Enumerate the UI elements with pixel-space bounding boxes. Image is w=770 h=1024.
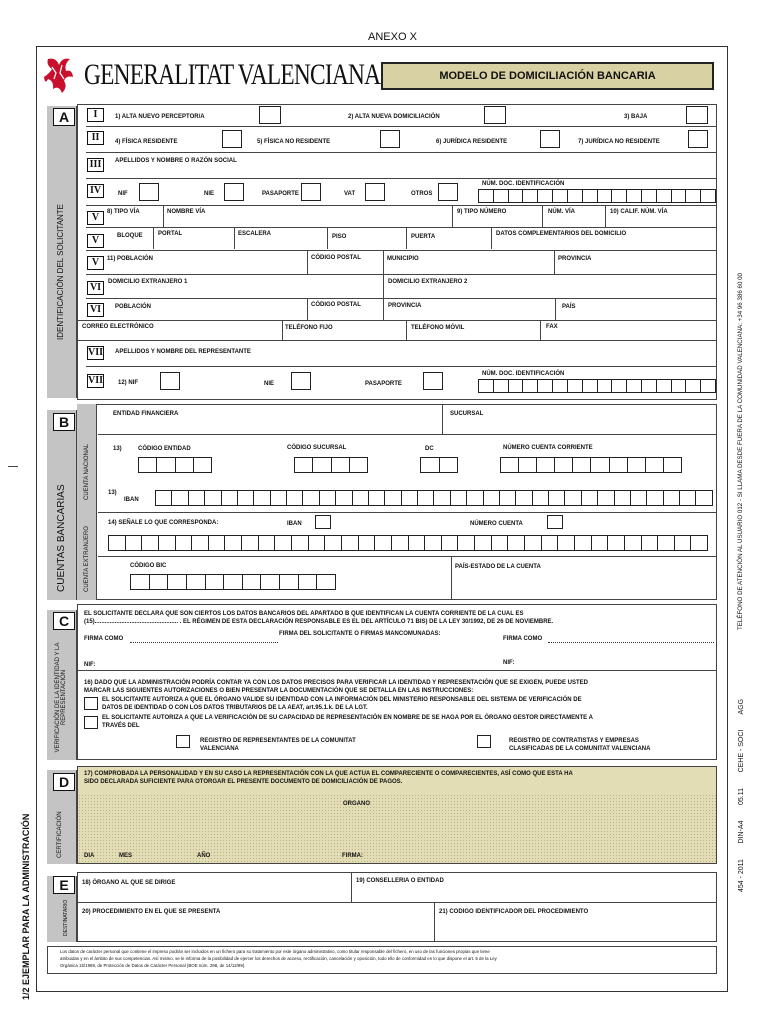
- apellidos-field[interactable]: [108, 167, 716, 177]
- section-e-letter: E: [53, 876, 75, 894]
- firma-solicitante-label: FIRMA DEL SOLICITANTE O FIRMAS MANCOMUNADAS:: [279, 631, 441, 637]
- cuenta-extranjero-label: CUENTA EXTRANJERO: [84, 526, 90, 592]
- nie-label: NIE: [204, 191, 215, 197]
- portal-label: PORTAL: [158, 231, 183, 237]
- num-doc-cells[interactable]: [478, 189, 716, 203]
- firma-como-1-label: FIRMA COMO: [84, 636, 124, 642]
- autoriza-identidad-checkbox[interactable]: [84, 697, 98, 710]
- otros-label: OTROS: [411, 191, 433, 197]
- declara-line-1: EL SOLICITANTE DECLARA QUE SON CIERTOS LOS DATOS BANCARIOS DEL APARTADO B QUE IDENTIFICAN LA CUENTA CORRIENTE DE LA CUAL ES: [84, 611, 524, 617]
- piso-label: PISO: [332, 234, 347, 240]
- senale-label: 14) SEÑALE LO QUE CORRESPONDA:: [108, 520, 219, 526]
- puerta-label: PUERTA: [411, 234, 436, 240]
- section-b-label: CUENTAS BANCARIAS: [56, 484, 67, 592]
- autoriza-representacion-checkbox[interactable]: [84, 716, 98, 729]
- nie-checkbox[interactable]: [224, 183, 244, 201]
- p16-line-2: MARCAR LAS SIGUIENTES AUTORIZACIONES O BIEN PRESENTAR LA DOCUMENTACIÓN QUE SE DETALLA EN LAS INSTRUCCIONES:: [84, 688, 474, 694]
- section-c-label: VERIFICACIÓN DE LA IDENTIDAD Y LA REPRESENTACIÓN: [55, 642, 67, 753]
- municipio-label: MUNICIPIO: [387, 256, 419, 262]
- form-title: MODELO DE DOMICILIACIÓN BANCARIA: [439, 70, 656, 82]
- p16-line-1: 16) DADO QUE LA ADMINISTRACIÓN PODRÍA CONTAR YA CON LOS DATOS PRECISOS PARA VERIFICAR LA IDENTIDAD Y REPRESENTACIÓN QUE SE EXIGEN, PUEDE USTED: [84, 680, 588, 686]
- vat-label: VAT: [344, 191, 356, 197]
- row-iii-badge: III: [87, 158, 104, 172]
- nombre-via-label: NOMBRE VÍA: [167, 209, 206, 215]
- section-d-letter: D: [53, 773, 75, 791]
- privacy-footer-line-3: Orgánica 15/1999, de Protección de Datos de Carácter Personal (BOE núm. 298, de 14/12/99).: [60, 963, 246, 968]
- rep-nif-checkbox[interactable]: [160, 372, 180, 390]
- codigo-procedimiento-label: 21) CODIGO IDENTIFICADOR DEL PROCEDIMIENTO: [439, 909, 589, 915]
- otros-checkbox[interactable]: [438, 183, 458, 201]
- fax-label: FAX: [546, 324, 558, 330]
- vat-checkbox[interactable]: [365, 183, 385, 201]
- dia-label: DIA: [84, 853, 95, 859]
- privacy-footer-line-1: Los datos de carácter personal que contiene el impreso podrán ser incluidos en un fichero para su tratamiento por este órgano administrativo, como titular responsable del fichero, en uso de las funciones propias que tiene: [60, 949, 490, 954]
- rep-pasaporte-checkbox[interactable]: [423, 372, 443, 390]
- section-c-letter: C: [53, 612, 75, 630]
- codigo-postal-ext-label: CÓDIGO POSTAL: [311, 302, 361, 308]
- num-via-label: NÚM. VÍA: [548, 209, 575, 215]
- tipo-via-label: 8) TIPO VÍA: [107, 209, 140, 215]
- left-margin-copy: 1/2 EJEMPLAR PARA LA ADMINISTRACIÓN: [21, 813, 31, 1000]
- right-margin-codes: 454 - 2011 DIN-A4 05.11 CEHE - SOCI AGG: [738, 698, 745, 892]
- numero-cuenta-cells[interactable]: [500, 457, 682, 473]
- numero-cuenta-option-checkbox[interactable]: [547, 515, 563, 529]
- numero-cuenta-option-label: NÚMERO CUENTA: [470, 521, 523, 527]
- conselleria-label: 19) CONSELLERIA O ENTIDAD: [356, 878, 444, 884]
- juridica-no-residente-label: 7) JURÍDICA NO RESIDENTE: [578, 139, 660, 145]
- escalera-label: ESCALERA: [238, 231, 272, 237]
- row-v-badge-3: V: [87, 256, 104, 270]
- registro-representantes-checkbox[interactable]: [176, 735, 190, 748]
- p17-line-1: 17) COMPROBADA LA PERSONALIDAD Y EN SU CASO LA REPRESENTACIÓN CON LA QUE ACTUA EL COMPARECIENTE O COMPARECIENTES, ASÍ COMO QUE ESTA HA: [84, 771, 573, 777]
- baja-label: 3) BAJA: [624, 114, 648, 120]
- provincia-label: PROVINCIA: [558, 256, 592, 262]
- tipo-numero-label: 9) TIPO NÚMERO: [457, 209, 507, 215]
- fisica-residente-checkbox[interactable]: [222, 130, 242, 148]
- dc-cells[interactable]: [420, 457, 458, 473]
- autoriza-identidad-line-2: DATOS DE IDENTIDAD O CON LOS DATOS TRIBUTARIOS DE LA AEAT, art.95.1.k. DE LA LGT.: [102, 705, 368, 711]
- nif-2-label: NIF:: [503, 660, 515, 666]
- organo-label: ORGANO: [343, 801, 370, 807]
- rep-nif-label: 12) NIF: [118, 380, 139, 386]
- nif-1-label: NIF:: [84, 662, 96, 668]
- sucursal-label: SUCURSAL: [450, 411, 484, 417]
- nif-checkbox[interactable]: [139, 183, 159, 201]
- certificacion-area[interactable]: [80, 810, 714, 850]
- calif-label: 10) CALIF. NÚM. VÍA: [610, 209, 668, 215]
- apellidos-label: APELLIDOS Y NOMBRE O RAZÓN SOCIAL: [115, 158, 237, 164]
- poblacion-ext-label: POBLACIÓN: [115, 304, 151, 310]
- ano-label: AÑO: [197, 853, 211, 859]
- fisica-residente-label: 4) FÍSICA RESIDENTE: [115, 139, 178, 145]
- fisica-no-residente-checkbox[interactable]: [380, 130, 400, 148]
- firma-como-2-label: FIRMA COMO: [503, 636, 543, 642]
- provincia-ext-label: PROVINCIA: [388, 303, 422, 309]
- representante-label: APELLIDOS Y NOMBRE DEL REPRESENTANTE: [115, 349, 251, 355]
- n13b-label: 13): [108, 490, 117, 496]
- row-vii-badge-1: VII: [88, 347, 104, 358]
- fisica-no-residente-label: 5) FÍSICA NO RESIDENTE: [257, 139, 331, 145]
- privacy-footer-line-2: atribuidas y en el ámbito de sus competencias. Así mismo, se le informa de la posibilidad de ejercer los derechos de acceso, rectificación, cancelación y oposición, todo ello de conformidad en lo que dispone el art. 5 de la Ley: [60, 956, 497, 961]
- row-v-badge-1: V: [87, 211, 104, 225]
- codigo-sucursal-label: CÓDIGO SUCURSAL: [287, 445, 347, 451]
- alta-domiciliacion-checkbox[interactable]: [484, 106, 506, 124]
- correo-label: CORREO ELECTRÓNICO: [82, 324, 154, 330]
- autoriza-identidad-line-1: EL SOLICITANTE AUTORIZA A QUE EL ÓRGANO VALIDE SU IDENTIDAD CON LA INFORMACIÓN DEL MINISTERIO RESPONSABLE DEL SISTEMA DE VERIFICACIÓN DE: [102, 697, 582, 703]
- telefono-fijo-label: TELÉFONO FIJO: [285, 325, 333, 331]
- pais-label: PAÍS: [562, 304, 576, 310]
- rep-num-doc-label: NÚM. DOC. IDENTIFICACIÓN: [482, 371, 565, 377]
- num-doc-label: NÚM. DOC. IDENTIFICACIÓN: [482, 181, 565, 187]
- generalitat-logo-icon: [42, 55, 76, 97]
- section-d-label: CERTIFICACIÓN: [57, 811, 63, 858]
- bic-label: CÓDIGO BIC: [130, 563, 167, 569]
- codigo-entidad-label: CÓDIGO ENTIDAD: [138, 446, 191, 452]
- registro-representantes-line-1: REGISTRO DE REPRESENTANTES DE LA COMUNITAT: [200, 738, 356, 744]
- p17-line-2: SIDO DECLARADA SUFICIENTE PARA OTORGAR EL PRESENTE DOCUMENTO DE DOMICILIACIÓN DE PAGOS.: [84, 779, 403, 785]
- firma-d-label: FIRMA:: [342, 853, 363, 859]
- right-margin-phone: TELÉFONO DE ATENCIÓN AL USUARIO 012 - SI LLAMA DESDE FUERA DE LA COMUNIDAD VALENCIANA: +34 96 386 60 00: [737, 273, 744, 630]
- row-vi-badge-2: VI: [87, 303, 104, 317]
- row-ii-badge: II: [87, 131, 104, 145]
- dom-extranjero-1-label: DOMICILIO EXTRANJERO 1: [108, 279, 188, 285]
- organo-dirige-label: 18) ÓRGANO AL QUE SE DIRIGE: [82, 880, 176, 886]
- n13-label: 13): [113, 446, 122, 452]
- declara-line-2: (15).................................................. . EL RÉGIMEN DE ESTA DECLARACIÓN RESPONSABLE ES EL DEL ARTÍCULO 71 BIS) DE LA LEY 30/1992, DE 26 DE NOVIEMBRE.: [84, 619, 554, 625]
- alta-domiciliacion-label: 2) ALTA NUEVA DOMICILIACIÓN: [348, 114, 440, 120]
- row-vi-badge-1: VI: [87, 281, 104, 295]
- registro-contratistas-line-1: REGISTRO DE CONTRATISTAS Y EMPRESAS: [509, 738, 639, 744]
- pasaporte-checkbox[interactable]: [301, 183, 321, 201]
- cuenta-nacional-label: CUENTA NACIONAL: [84, 443, 90, 500]
- section-a-body: [77, 104, 717, 400]
- fold-mark: [8, 466, 18, 467]
- annex-title: ANEXO X: [368, 31, 417, 43]
- alta-perceptor-label: 1) ALTA NUEVO PERCEPTOR/A: [115, 114, 205, 120]
- mes-label: MES: [119, 853, 133, 859]
- rep-pasaporte-label: PASAPORTE: [365, 381, 402, 387]
- row-iv-badge: IV: [87, 184, 104, 198]
- autoriza-representacion-line-1: EL SOLICITANTE AUTORIZA A QUE LA VERIFICACIÓN DE SU CAPACIDAD DE REPRESENTACIÓN EN NOMBRE DE SE HAGA POR EL ÓRGANO GESTOR DIRECTAMENTE A: [102, 715, 593, 721]
- dc-label: DC: [425, 446, 434, 452]
- dom-extranjero-2-label: DOMICILIO EXTRANJERO 2: [388, 279, 468, 285]
- juridica-residente-label: 6) JURÍDICA RESIDENTE: [436, 139, 508, 145]
- nif-label: NIF: [118, 191, 128, 197]
- bic-cells[interactable]: [130, 574, 336, 590]
- datos-complementarios-label: DATOS COMPLEMENTARIOS DEL DOMICILIO: [496, 231, 627, 237]
- poblacion-label: 11) POBLACIÓN: [107, 256, 154, 262]
- baja-checkbox[interactable]: [686, 106, 708, 124]
- alta-perceptor-checkbox[interactable]: [259, 106, 281, 124]
- juridica-residente-checkbox[interactable]: [540, 130, 560, 148]
- codigo-postal-label: CÓDIGO POSTAL: [311, 255, 361, 261]
- registro-contratistas-checkbox[interactable]: [477, 735, 491, 748]
- iban-label: IBAN: [124, 497, 139, 503]
- iban-option-label: IBAN: [287, 521, 302, 527]
- cuenta-extranjero-cells[interactable]: [108, 535, 708, 551]
- section-e-label: DESTINATARIO: [63, 899, 69, 936]
- row-v-badge-2: V: [87, 234, 104, 248]
- juridica-no-residente-checkbox[interactable]: [688, 130, 708, 148]
- entidad-label: ENTIDAD FINANCIERA: [113, 411, 179, 417]
- rep-num-doc-cells[interactable]: [478, 379, 716, 393]
- autoriza-representacion-line-2: TRAVÉS DEL: [102, 723, 140, 729]
- row-vii-badge-2: VII: [88, 375, 104, 386]
- firma-area[interactable]: [84, 644, 714, 658]
- row-i-badge: I: [87, 108, 104, 122]
- rep-nie-label: NIE: [264, 381, 275, 387]
- iban-option-checkbox[interactable]: [315, 515, 331, 529]
- codigo-sucursal-cells[interactable]: [294, 457, 368, 473]
- numero-cuenta-corriente-label: NÚMERO CUENTA CORRIENTE: [503, 445, 593, 451]
- section-b-letter: B: [53, 413, 75, 431]
- rep-nie-checkbox[interactable]: [291, 372, 311, 390]
- iban-cells[interactable]: [155, 490, 713, 506]
- procedimiento-label: 20) PROCEDIMIENTO EN EL QUE SE PRESENTA: [82, 909, 221, 915]
- section-a-label: IDENTIFICACIÓN DEL SOLICITANTE: [56, 203, 65, 340]
- telefono-movil-label: TELÉFONO MÓVIL: [411, 325, 465, 331]
- codigo-entidad-cells[interactable]: [138, 457, 212, 473]
- registro-contratistas-line-2: CLASIFICADAS DE LA COMUNITAT VALENCIANA: [509, 746, 651, 752]
- pais-estado-label: PAÍS-ESTADO DE LA CUENTA: [455, 564, 541, 570]
- section-a-letter: A: [53, 108, 75, 126]
- pasaporte-label: PASAPORTE: [262, 191, 299, 197]
- registro-representantes-line-2: VALENCIANA: [200, 746, 239, 752]
- bloque-label: BLOQUE: [117, 233, 143, 239]
- org-name: GENERALITAT VALENCIANA: [84, 58, 381, 91]
